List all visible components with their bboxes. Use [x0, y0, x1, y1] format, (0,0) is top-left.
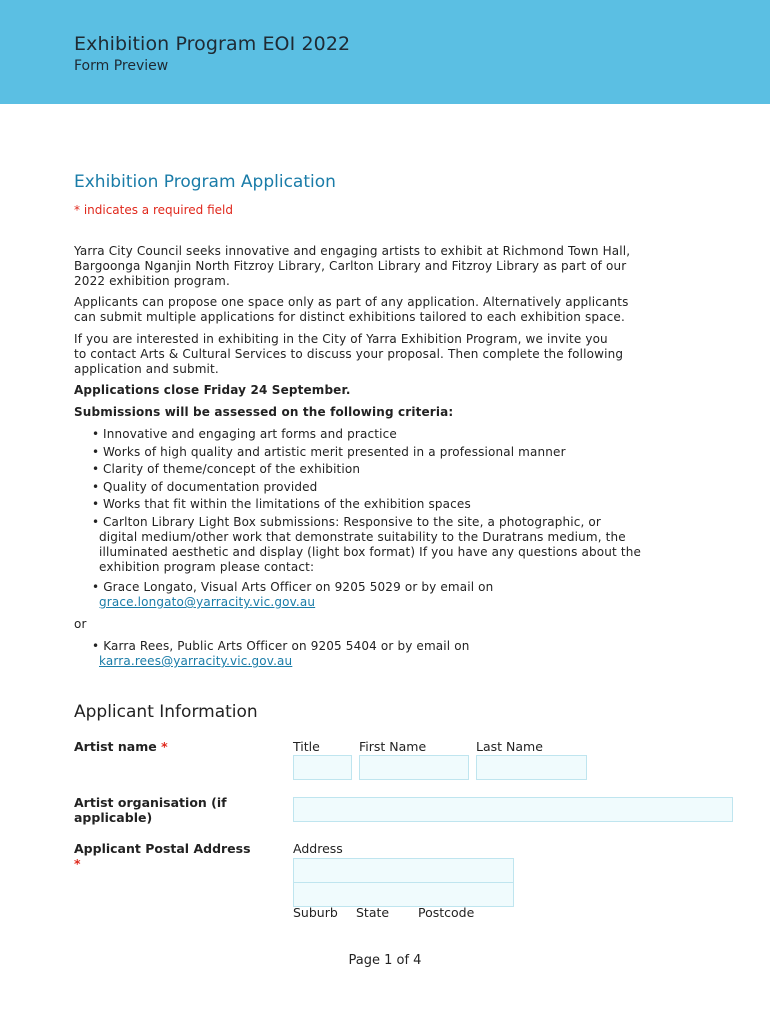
title-input[interactable] — [293, 755, 352, 780]
closing-date: Applications close Friday 24 September. — [74, 383, 351, 397]
list-item: • Carlton Library Light Box submissions: Responsive to the site, a photographic, or digital medium/other work that demonstrate suitability to the Duratrans medium, the illuminated aesthetic and display (light box format) If you have any questions about the exhibition program please contact: — [92, 514, 642, 574]
list-item: • Works that fit within the limitations of the exhibition spaces — [92, 497, 471, 511]
or-text: or — [74, 617, 87, 631]
state-label: State — [356, 905, 390, 920]
form-title: Exhibition Program EOI 2022 — [74, 33, 351, 55]
required-field-note: * indicates a required field — [74, 203, 233, 217]
criteria-list — [74, 427, 694, 575]
artist-name-label: Artist name * — [74, 739, 168, 754]
postal-address-label: Applicant Postal Address * — [74, 841, 251, 871]
contact-paragraph: If you are interested in exhibiting in the City of Yarra Exhibition Program, we invite you to contact Arts & Cultural Services to discuss your proposal. Then complete the following application and submit. — [74, 332, 624, 376]
contact-karra: • Karra Rees, Public Arts Officer on 9205 5404 or by email on karra.rees@yarracity.vic.gov.au — [92, 639, 470, 668]
last-name-label: Last Name — [476, 739, 543, 754]
address-line-1-input[interactable] — [293, 858, 514, 883]
list-item: • Works of high quality and artistic merit presented in a professional manner — [92, 444, 566, 459]
email-link-grace[interactable]: grace.longato@yarracity.vic.gov.au — [99, 595, 316, 609]
last-name-input[interactable] — [476, 755, 587, 780]
suburb-label: Suburb — [293, 905, 338, 920]
first-name-label: First Name — [359, 739, 427, 754]
applicant-info-heading: Applicant Information — [74, 702, 258, 722]
form-preview-subtitle: Form Preview — [74, 58, 169, 74]
title-label: Title — [293, 739, 320, 754]
required-star: * — [74, 856, 81, 871]
criteria-heading: Submissions will be assessed on the following criteria: — [74, 405, 454, 419]
list-item: • Clarity of theme/concept of the exhibition — [92, 462, 361, 476]
address-line-2-input[interactable] — [293, 882, 514, 907]
email-link-karra[interactable]: karra.rees@yarracity.vic.gov.au — [99, 654, 293, 668]
multiple-applications-paragraph: Applicants can propose one space only as part of any application. Alternatively applicants can submit multiple applications for distinct exhibitions tailored to each exhibition space. — [74, 295, 629, 324]
address-label: Address — [293, 841, 343, 856]
organisation-label: Artist organisation (if applicable) — [74, 795, 227, 825]
organisation-input[interactable] — [293, 797, 733, 822]
first-name-input[interactable] — [359, 755, 469, 780]
intro-paragraph: Yarra City Council seeks innovative and engaging artists to exhibit at Richmond Town Hall, Bargoonga Nganjin North Fitzroy Library, Carlton Library and Fitzroy Library as part of our 2022 exhibition program. — [74, 244, 631, 288]
page-header — [0, 0, 770, 104]
contact-grace: • Grace Longato, Visual Arts Officer on 9205 5029 or by email on grace.longato@yarracity.vic.gov.au — [92, 580, 494, 609]
section-title: Exhibition Program Application — [74, 172, 336, 192]
list-item: • Innovative and engaging art forms and practice — [92, 427, 397, 441]
required-star: * — [161, 739, 168, 754]
postcode-label: Postcode — [418, 905, 475, 920]
list-item: • Quality of documentation provided — [92, 479, 318, 494]
page-number: Page 1 of 4 — [348, 953, 422, 968]
